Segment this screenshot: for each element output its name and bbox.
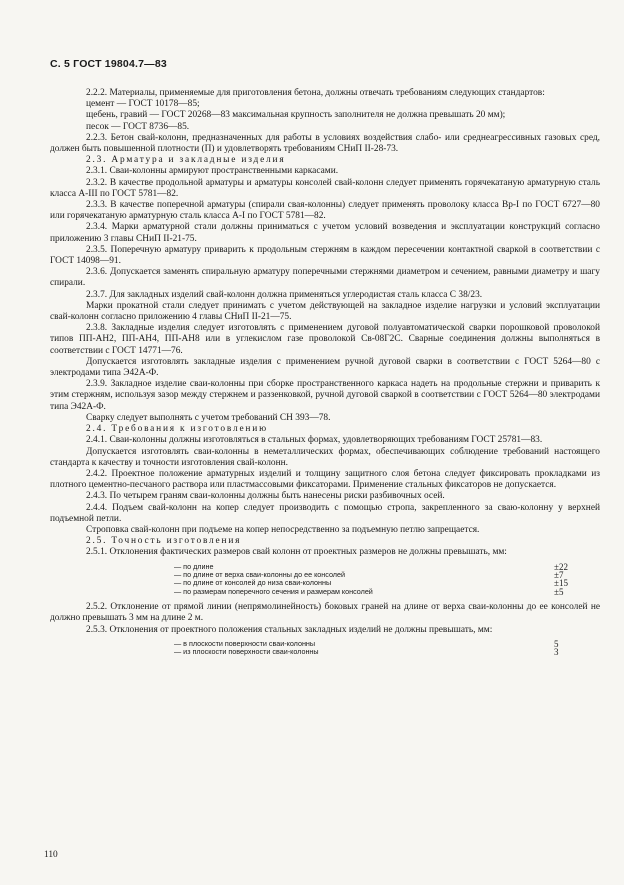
paragraph: цемент — ГОСТ 10178—85; [86,99,200,110]
tolerance-value: ±5 [554,586,564,597]
tolerance-value: ±22 [554,561,568,572]
paragraph: Марки прокатной стали следует принимать с учетом действующей на закладное изделие нагрузки и условий эксплуатации свай-колонн согласно приложению 4 главы СНиП II-21—75. [50,300,600,323]
tolerance-list-1 [174,563,574,597]
paragraph: 2.3.8. Закладные изделия следует изготовлять с применением дуговой полуавтоматической сварки порошковой проволокой типов ПП-АН2, ПП-АН4, ПП-АН8 или в углекислом газе проволокой Св-08Г2С. Сварные соединения должны выполняться в соответствии с ГОСТ 14771—76. [50,323,600,356]
paragraph: Допускается изготовлять закладные изделия с применением ручной дуговой сварки в соответствии с ГОСТ 5264—80 с электродами типа Э42А-Ф. [50,356,600,379]
paragraph: 2.3.2. В качестве продольной арматуры и арматуры консолей свай-колонн следует применять горячекатаную арматурную сталь класса А-III по ГОСТ 5781—82. [50,177,600,199]
paragraph: 2.4.1. Сваи-колонны должны изготовляться в стальных формах, удовлетворяющих требованиям ГОСТ 25781—83. [86,435,543,446]
paragraph: 2.5.3. Отклонения от проектного положения стальных закладных изделий не должны превышать, мм: [86,624,493,635]
tolerance-list-2 [174,640,574,657]
tolerance-label: — по длине [174,561,214,571]
section-heading: 2.4. Требования к изготовлению [86,424,268,435]
paragraph: 2.4.4. Подъем свай-колонн на копер следует производить с помощью стропа, закрепленного за сваю-колонну у верхней подъемной петли. [50,502,600,524]
tolerance-value: ±15 [554,578,568,589]
page-number: 110 [44,850,58,860]
tolerance-label: — в плоскости поверхности сваи-колонны [174,638,316,648]
paragraph: 2.3.6. Допускается заменять спиральную арматуру поперечными стержнями диаметром и сечением, равными диаметру и шагу спирали. [50,267,600,289]
paragraph: 2.3.1. Сваи-колонны армируют пространственными каркасами. [86,166,339,177]
body-text-section-2 [50,602,600,636]
tolerance-row [174,648,574,656]
section-heading: 2.5. Точность изготовления [86,536,242,547]
tolerance-label: — из плоскости поверхности сваи-колонны [174,647,319,657]
tolerance-value: ±7 [554,569,564,580]
body-text-section-1 [50,88,600,559]
paragraph: 2.5.1. Отклонения фактических размеров свай колонн от проектных размеров не должны превышать, мм: [86,547,507,558]
paragraph: 2.2.2. Материалы, применяемые для приготовления бетона, должны отвечать требованиям следующих стандартов: [86,88,545,98]
section-heading: 2.3. Арматура и закладные изделия [86,155,286,166]
tolerance-value: 3 [554,647,559,658]
page-header: С. 5 ГОСТ 19804.7—83 [50,58,167,70]
paragraph: Строповка свай-колонн при подъеме на копер непосредственно за подъемную петлю запрещается. [86,524,480,535]
paragraph: щебень, гравий — ГОСТ 20268—83 максимальная крупность заполнителя не должна превышать 20 мм); [86,110,506,121]
tolerance-row [174,588,574,596]
paragraph: 2.3.5. Поперечную арматуру приварить к продольным стержням в каждом пересечении контактной сваркой в соответствии с ГОСТ 14098—91. [50,244,600,267]
tolerance-label: — по длине от верха сваи-колонны до ее консолей [174,569,345,579]
paragraph: 2.3.9. Закладное изделие сваи-колонны при сборке пространственного каркаса надеть на продольные стержни и приварить к этим стержням, используя зазор между стержнем и раззенковкой, ручной дуговой сваркой в соответствии с ГОСТ 5264—80 электродами типа Э42А-Ф. [50,379,600,412]
paragraph: Допускается изготовлять сваи-колонны в неметаллических формах, обеспечивающих соблюдение требований настоящего стандарта к качеству и точности изготовления свай-колонн. [50,446,600,468]
paragraph: 2.2.3. Бетон свай-колонн, предназначенных для работы в условиях воздействия слабо- или среднеагрессивных газовых сред, должен быть повышенной плотности (П) и удовлетворять требованиям СНиП II-28-73. [50,132,600,155]
tolerance-label: — по длине от консолей до низа сваи-колонны [174,578,332,588]
tolerance-label: — по размерам поперечного сечения и размерам консолей [174,586,373,596]
paragraph: песок — ГОСТ 8736—85. [86,121,190,132]
paragraph: 2.5.2. Отклонение от прямой линии (непрямолинейность) боковых граней на длине от верха сваи-колонны до ее консолей не должно превышать 3 мм на длине 2 м. [50,602,600,624]
paragraph: 2.3.4. Марки арматурной стали должны приниматься с учетом условий возведения и эксплуатации конструкций согласно приложению 3 главы СНиП II-21-75. [50,222,600,244]
paragraph: 2.4.2. Проектное положение арматурных изделий и толщину защитного слоя бетона следует фиксировать прокладками из плотного цементно-песчаного раствора или пластмассовыми фиксаторами. Применение стальных фиксаторов не допускается. [50,468,600,491]
paragraph: 2.4.3. По четырем граням сваи-колонны должны быть нанесены риски разбивочных осей. [86,491,445,502]
tolerance-value: 5 [554,638,559,649]
paragraph: 2.3.3. В качестве поперечной арматуры (спирали свая-колонны) следует применять проволоку класса Вр-I по ГОСТ 6727—80 или горячекатаную арматурную сталь класса А-I по ГОСТ 5781—82. [50,200,600,222]
paragraph: 2.3.7. Для закладных изделий свай-колонн должна применяться углеродистая сталь класса С 38/23. [86,289,483,300]
paragraph: Сварку следует выполнять с учетом требований СН 393—78. [86,412,331,423]
